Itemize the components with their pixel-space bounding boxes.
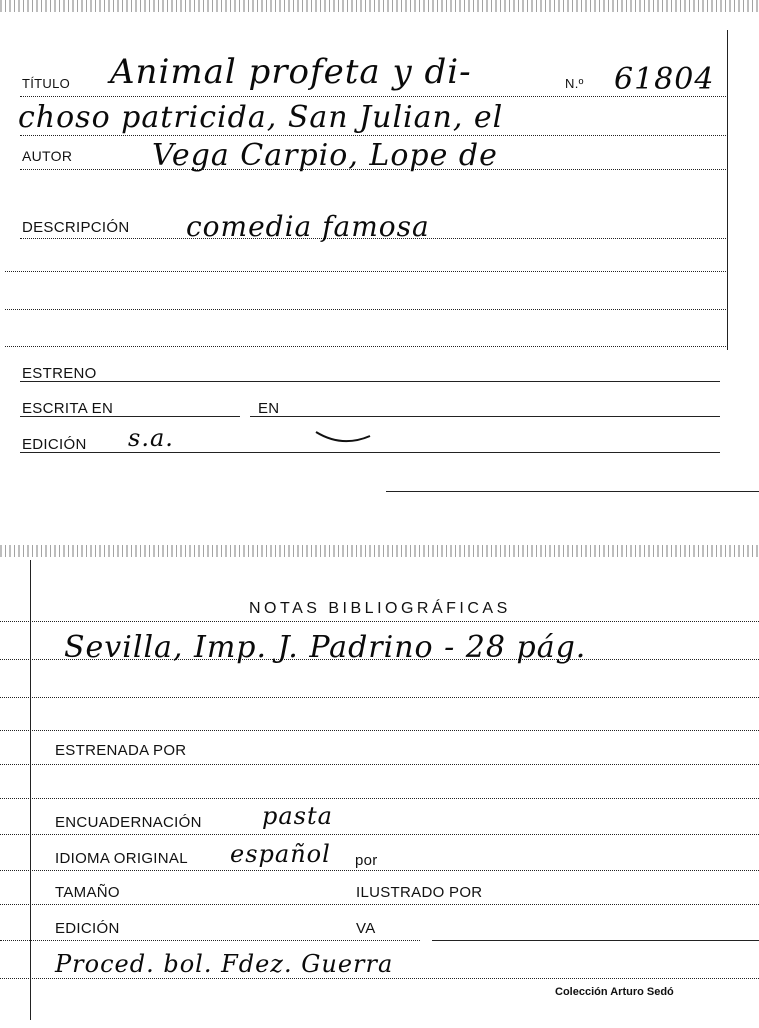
torn-edge-top <box>0 0 759 12</box>
autor-label: AUTOR <box>22 148 73 164</box>
ilustrado-label: ILUSTRADO POR <box>356 884 483 901</box>
edicion-label-bottom: EDICIÓN <box>55 920 120 937</box>
escrita-en-label: ESCRITA EN <box>22 400 114 417</box>
valor-label: VA <box>356 920 376 937</box>
edicion-right-line <box>432 940 759 941</box>
blank-line-4 <box>0 798 759 799</box>
blank-line-2 <box>5 309 726 310</box>
titulo-value-line1: Animal profeta y di- <box>110 52 472 92</box>
encuadernacion-label: ENCUADERNACIÓN <box>55 814 202 831</box>
edicion-line-top <box>20 452 720 453</box>
numero-value: 61804 <box>614 62 715 97</box>
notas-line-4 <box>0 730 759 731</box>
tamano-line <box>0 904 759 905</box>
edicion-line-bottom <box>0 940 420 941</box>
encuadernacion-line <box>0 834 759 835</box>
escrita-en-line <box>20 416 240 417</box>
descripcion-label: DESCRIPCIÓN <box>22 219 130 236</box>
autor-value: Vega Carpio, Lope de <box>152 138 498 173</box>
card-bottom-left-edge <box>30 560 31 1020</box>
estreno-line <box>20 381 720 382</box>
tamano-label: TAMAÑO <box>55 884 120 901</box>
estrenada-line <box>0 764 759 765</box>
estreno-label: ESTRENO <box>22 365 97 382</box>
en-label: EN <box>258 400 280 417</box>
notas-heading: NOTAS BIBLIOGRÁFICAS <box>249 600 511 617</box>
blank-line-1 <box>5 271 726 272</box>
estrenada-por-label: ESTRENADA POR <box>55 742 187 759</box>
descripcion-value: comedia famosa <box>186 210 430 243</box>
numero-label: N.º <box>565 76 584 91</box>
idioma-line <box>0 870 759 871</box>
coleccion-credit: Colección Arturo Sedó <box>555 986 674 998</box>
titulo-line-2 <box>20 135 726 136</box>
edicion-value-top: s.a. <box>128 424 174 452</box>
idioma-value: español <box>230 840 331 868</box>
card-top-right-edge <box>727 30 728 350</box>
procedencia-line <box>0 978 759 979</box>
encuadernacion-value: pasta <box>262 802 333 830</box>
card-top-bottom-edge <box>386 491 759 492</box>
en-line <box>250 416 720 417</box>
idioma-label: IDIOMA ORIGINAL <box>55 850 188 867</box>
titulo-label: TÍTULO <box>22 76 71 91</box>
notas-value: Sevilla, Imp. J. Padrino - 28 pág. <box>64 630 587 665</box>
titulo-value-line2: choso patricida, San Julian, el <box>18 100 504 135</box>
edicion-label-top: EDICIÓN <box>22 436 87 453</box>
por-label: por <box>355 852 378 869</box>
notas-line-3 <box>0 697 759 698</box>
procedencia-value: Proced. bol. Fdez. Guerra <box>55 950 394 978</box>
notas-line-1 <box>0 621 759 622</box>
torn-edge-middle <box>0 545 759 557</box>
pencil-mark <box>314 428 374 448</box>
blank-line-3 <box>5 346 726 347</box>
